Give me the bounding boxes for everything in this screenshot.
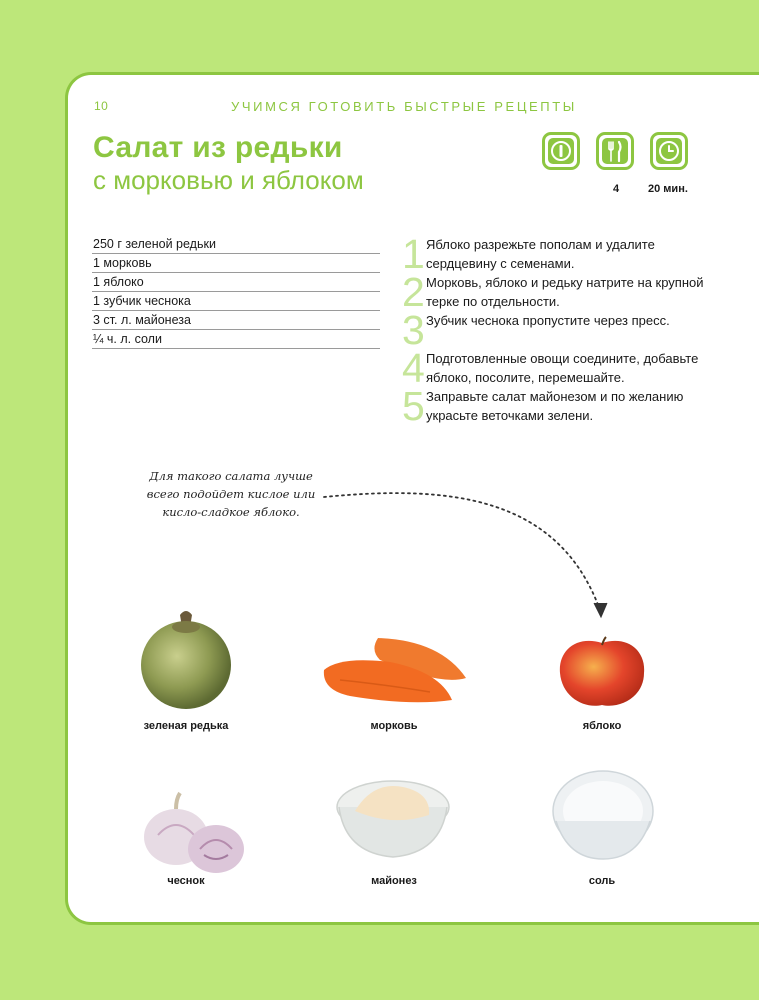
- mayonnaise-image: [333, 775, 453, 861]
- step-item: [402, 307, 712, 353]
- step-text: Зубчик чеснока пропустите через пресс.: [426, 313, 670, 328]
- product-label-mayonnaise: майонез: [371, 875, 417, 887]
- recipe-title: Салат из редьки: [93, 131, 343, 164]
- step-item: [402, 345, 712, 391]
- fork-knife-icon: [596, 132, 634, 170]
- step-text: Заправьте салат майонезом и по желанию украсьте веточками зелени.: [426, 389, 684, 423]
- ingredient-item: 1 зубчик чеснока: [92, 292, 380, 311]
- product-label-radish: зеленая редька: [143, 720, 229, 732]
- step-item: [402, 269, 712, 315]
- difficulty-icon: [542, 132, 580, 170]
- step-number: 1: [402, 231, 425, 277]
- time-value: 20 мин.: [648, 183, 688, 195]
- ingredient-item: 1 яблоко: [92, 273, 380, 292]
- page-number: 10: [94, 99, 109, 113]
- step-item: [402, 231, 712, 277]
- product-label-carrot: морковь: [370, 720, 418, 732]
- ingredients-list: [92, 235, 380, 349]
- running-header: УЧИМСЯ ГОТОВИТЬ БЫСТРЫЕ РЕЦЕПТЫ: [231, 99, 577, 114]
- apple-image: [556, 635, 648, 709]
- salt-image: [548, 767, 658, 863]
- recipe-subtitle: с морковью и яблоком: [93, 165, 364, 195]
- step-text: Подготовленные овощи соедините, добавьте яблоко, посолите, перемешайте.: [426, 351, 699, 385]
- ingredient-item: 3 ст. л. майонеза: [92, 311, 380, 330]
- step-item: [402, 383, 712, 429]
- ingredient-item: 1 морковь: [92, 254, 380, 273]
- clock-icon: [650, 132, 688, 170]
- garlic-image: [138, 785, 248, 875]
- step-number: 4: [402, 345, 425, 391]
- step-number: 2: [402, 269, 425, 315]
- green-radish-image: [136, 605, 236, 711]
- product-label-apple: яблоко: [582, 720, 622, 732]
- dotted-arrow-icon: [308, 475, 628, 635]
- ingredient-item: 250 г зеленой редьки: [92, 235, 380, 254]
- steps-list: [402, 231, 712, 429]
- product-label-salt: соль: [588, 875, 616, 887]
- step-text: Морковь, яблоко и редьку натрите на крупной терке по отдельности.: [426, 275, 704, 309]
- carrot-image: [320, 630, 470, 710]
- recipe-page: [65, 72, 759, 925]
- servings-value: 4: [613, 183, 620, 195]
- product-label-garlic: чеснок: [167, 875, 205, 887]
- step-text: Яблоко разрежьте пополам и удалите сердцевину с семенами.: [426, 237, 655, 271]
- ingredient-item: ¼ ч. л. соли: [92, 330, 380, 349]
- step-number: 3: [402, 307, 425, 353]
- step-number: 5: [402, 383, 425, 429]
- handwritten-note: Для такого салата лучше всего подойдет кислое или кисло-сладкое яблоко.: [146, 469, 316, 519]
